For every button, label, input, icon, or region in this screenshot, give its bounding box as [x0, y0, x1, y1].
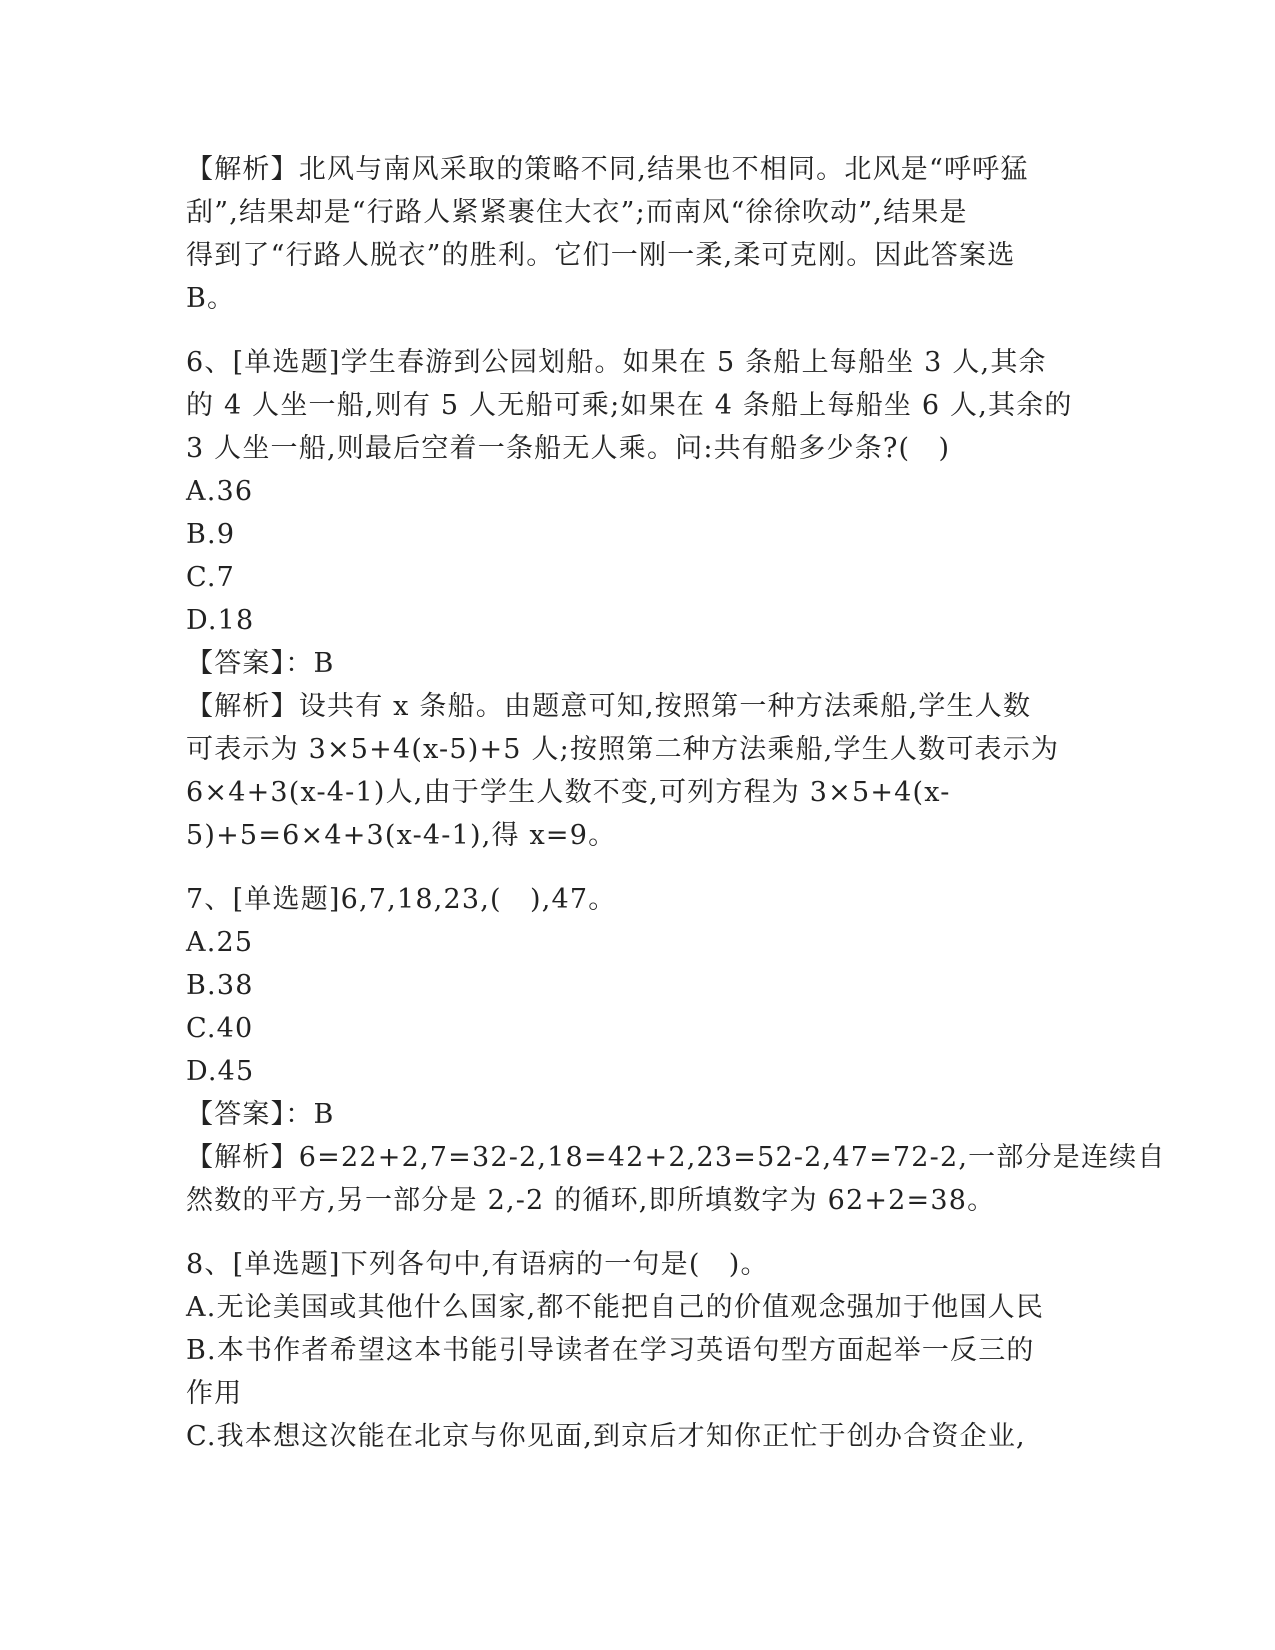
explanation-line: 刮”,结果却是“行路人紧紧裹住大衣”;而南风“徐徐吹动”,结果是: [186, 197, 968, 228]
explanation-line: 5)+5=6×4+3(x-4-1),得 x=9。: [186, 820, 617, 851]
explanation-line: 然数的平方,另一部分是 2,-2 的循环,即所填数字为 62+2=38。: [186, 1185, 996, 1216]
block-gap: [186, 320, 1086, 341]
explanation-line: 【解析】北风与南风采取的策略不同,结果也不相同。北风是“呼呼猛: [186, 154, 1029, 185]
option-b: B.38: [186, 970, 254, 1001]
option-b: B.本书作者希望这本书能引导读者在学习英语句型方面起举一反三的: [186, 1335, 1035, 1366]
explanation-line: 可表示为 3×5+4(x-5)+5 人;按照第二种方法乘船,学生人数可表示为: [186, 734, 1060, 765]
explanation-line: 6×4+3(x-4-1)人,由于学生人数不变,可列方程为 3×5+4(x-: [186, 777, 951, 808]
option-c: C.40: [186, 1013, 254, 1044]
answer-line: 【答案】：B: [186, 1099, 335, 1130]
option-a: A.25: [186, 927, 254, 958]
option-c: C.7: [186, 562, 236, 593]
option-b: B.9: [186, 519, 236, 550]
answer-line: 【答案】：B: [186, 648, 335, 679]
question-stem-line: 8、[单选题]下列各句中,有语病的一句是( )。: [186, 1249, 769, 1280]
option-a: A.36: [186, 476, 254, 507]
explanation-line: 得到了“行路人脱衣”的胜利。它们一刚一柔,柔可克刚。因此答案选: [186, 240, 1016, 271]
block-gap: [186, 1222, 1086, 1243]
explanation-block-q5: [186, 148, 1086, 320]
option-d: D.45: [186, 1056, 255, 1087]
question-block-7: [186, 878, 1166, 1222]
question-stem-line: 3 人坐一船,则最后空着一条船无人乘。问:共有船多少条?( ): [186, 433, 951, 464]
option-d: D.18: [186, 605, 255, 636]
question-block-8: [186, 1243, 1086, 1458]
question-block-6: [186, 341, 1086, 857]
document-page: [186, 148, 1166, 1458]
explanation-line: B。: [186, 283, 236, 314]
option-b-continued: 作用: [186, 1378, 243, 1409]
option-a: A.无论美国或其他什么国家,都不能把自己的价值观念强加于他国人民: [186, 1292, 1045, 1323]
question-stem-line: 7、[单选题]6,7,18,23,( ),47。: [186, 884, 617, 915]
block-gap: [186, 857, 1086, 878]
question-stem-line: 6、[单选题]学生春游到公园划船。如果在 5 条船上每船坐 3 人,其余: [186, 347, 1047, 378]
explanation-line: 【解析】设共有 x 条船。由题意可知,按照第一种方法乘船,学生人数: [186, 691, 1032, 722]
explanation-line: 【解析】6=22+2,7=32-2,18=42+2,23=52-2,47=72-2,一部分是连续自: [186, 1142, 1166, 1173]
option-c: C.我本想这次能在北京与你见面,到京后才知你正忙于创办合资企业,: [186, 1421, 1026, 1452]
question-stem-line: 的 4 人坐一船,则有 5 人无船可乘;如果在 4 条船上每船坐 6 人,其余的: [186, 390, 1073, 421]
